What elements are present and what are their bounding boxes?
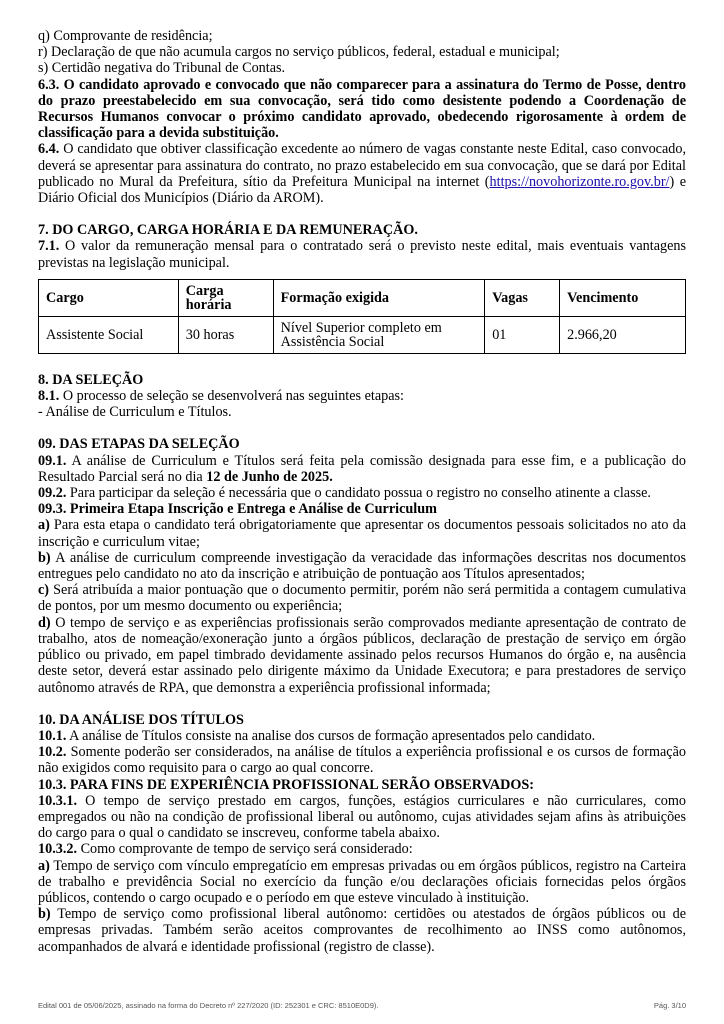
item-r: r) Declaração de que não acumula cargos no serviço públicos, federal, estadual e municipal; (38, 44, 560, 61)
clause-9-3-heading: 09.3. Primeira Etapa Inscrição e Entrega e Análise de Curriculum (38, 501, 437, 518)
cell-vagas: 01 (485, 316, 560, 353)
result-date: 12 de Junho de 2025. (206, 468, 333, 485)
header-cargo: Cargo (39, 279, 179, 316)
clause-10-3-2-a: a) Tempo de serviço com vínculo empregatício em empresas privadas ou em órgãos públicos, registro na Carteira de trabalho e previdência Social no exercício da função e/ou declarações oficiais fornecidas pelos órgãos públicos, contendo o cargo ocupado e o período em que esteve vinculado à instituição. (38, 857, 686, 906)
clause-10-3-heading: 10.3. PARA FINS DE EXPERIÊNCIA PROFISSIONAL SERÃO OBSERVADOS: (38, 776, 535, 793)
cell-carga-horaria: 30 horas (178, 316, 273, 353)
cell-cargo: Assistente Social (39, 316, 179, 353)
page-footer (38, 1001, 686, 1010)
clause-9-3-d: d) O tempo de serviço e as experiências profissionais serão comprovados mediante apresentação de contrato de trabalho, atos de nomeação/exoneração junto a órgãos públicos, declaração de prestação de serviço em órgão público ou privado, em papel timbrado devidamente assinado pelos recursos Humanos do órgão e, na ausência deste setor, deverá estar assinado pelo dirigente máximo da Unidade Executora; e para prestadores de serviço autônomo através de RPA, que demonstra a experiência profissional informada; (38, 614, 686, 696)
clause-6-3-number: 6.3. (38, 76, 60, 93)
clause-10-3-1: 10.3.1. O tempo de serviço prestado em cargos, funções, estágios curriculares e não curriculares, como empregados ou não na condição de profissional liberal ou autônomo, cujas atividades sejam afins às atribuições do cargo para o qual o candidato se inscreveu, conforme tabela abaixo. (38, 792, 686, 842)
clause-6-4 (38, 141, 686, 206)
prefeitura-website-link[interactable]: https://novohorizonte.ro.gov.br/ (489, 173, 670, 190)
clause-7-1-number: 7.1. (38, 238, 60, 255)
header-vagas: Vagas (485, 279, 560, 316)
clause-9-2-text: Para participar da seleção é necessária que o candidato possua o registro no conselho atinente a classe. (66, 485, 651, 502)
header-vencimento: Vencimento (560, 279, 686, 316)
clause-9-1-number: 09.1. (38, 452, 67, 469)
clause-10-1: 10.1. A análise de Títulos consiste na analise dos cursos de formação apresentados pelo candidato. (38, 727, 596, 744)
cell-vencimento: 2.966,20 (560, 316, 686, 353)
clause-10-3-2-b: b) Tempo de serviço como profissional liberal autônomo: certidões ou atestados de órgãos públicos ou de empresas privadas. Também serão aceitos comprovantes de recolhimento ao INSS como autônomos, acompanhados de alvará e identidade profissional (registro de classe). (38, 906, 686, 955)
document-page (38, 28, 686, 955)
clause-8-1 (38, 388, 686, 404)
clause-8-1-item: - Análise de Curriculum e Títulos. (38, 404, 232, 421)
cell-formacao: Nível Superior completo em Assistência Social (273, 316, 485, 353)
page-number: Pág. 3/10 (653, 1001, 686, 1010)
clause-9-2 (38, 485, 686, 501)
clause-6-4-text: O candidato que obtiver classificação excedente ao número de vagas constante neste Edital, caso convocado, deverá se apresentar para assinatura do contrato, no prazo estabelecido em sua convocação, que se dará por Edital publicado no Mural da Prefeitura, sítio da Prefeitura Municipal na internet ( (38, 141, 686, 190)
clause-6-3-text: O candidato aprovado e convocado que não comparecer para a assinatura do Termo de Posse, dentro do prazo preestabelecido em sua convocação, será tido como desistente podendo a Coordenação de Recursos Humanos convocar o próximo candidato aprovado, obedecendo rigorosamente à ordem de classificação para a devida substituição. (38, 76, 686, 142)
section-9-heading: 09. DAS ETAPAS DA SELEÇÃO (38, 436, 240, 453)
clause-9-3-b: b) A análise de curriculum compreende investigação da veracidade das informações descritas nos documentos entregues pelo candidato no ato da inscrição e atribuição de pontuação aos Títulos apresentados; (38, 549, 686, 583)
footer-signature-note: Edital 001 de 05/06/2025, assinado na forma do Decreto nº 227/2020 (ID: 252301 e CRC: 8510E0D9). (38, 1001, 379, 1010)
clause-7-1-text: O valor da remuneração mensal para o contratado será o previsto neste edital, mais eventuais vantagens previstas na legislação municipal. (38, 238, 686, 271)
table-header-row (39, 279, 686, 316)
clause-8-1-text: O processo de seleção se desenvolverá nas seguintes etapas: (59, 388, 404, 405)
clause-8-1-number: 8.1. (38, 388, 60, 405)
position-table (38, 279, 686, 354)
clause-9-3-c: c) Será atribuída a maior pontuação que o documento permitir, porém não será permitida a contagem cumulativa de pontos, por um mesmo documento ou experiência; (38, 582, 686, 615)
clause-9-3-a: a) Para esta etapa o candidato terá obrigatoriamente que apresentar os documentos pessoais solicitados no ato da inscrição e curriculum vitae; (38, 517, 686, 550)
clause-6-3 (38, 77, 686, 142)
section-8-heading: 8. DA SELEÇÃO (38, 371, 144, 388)
clause-6-4-text-end: ) e Diário Oficial dos Municípios (Diário da AROM). (38, 173, 686, 207)
clause-6-4-number: 6.4. (38, 141, 60, 158)
clause-10-2: 10.2. Somente poderão ser considerados, na análise de títulos a experiência profissional e os cursos de formação não exigidos como requisito para o cargo ao qual concorre. (38, 744, 686, 777)
clause-10-3-2: 10.3.2. Como comprovante de tempo de serviço será considerado: (38, 841, 413, 858)
clause-9-2-number: 09.2. (38, 485, 67, 502)
table-row (39, 316, 686, 353)
clause-7-1 (38, 238, 686, 270)
item-s: s) Certidão negativa do Tribunal de Contas. (38, 60, 286, 77)
clause-9-1-text: A análise de Curriculum e Títulos será feita pela comissão designada para esse fim, e a publicação do Resultado Parcial será no dia (38, 452, 686, 485)
header-formacao: Formação exigida (273, 279, 485, 316)
section-10-heading: 10. DA ANÁLISE DOS TÍTULOS (38, 711, 244, 728)
header-carga-horaria: Carga horária (178, 279, 273, 316)
section-7-heading: 7. DO CARGO, CARGA HORÁRIA E DA REMUNERAÇÃO. (38, 222, 418, 239)
item-q: q) Comprovante de residência; (38, 28, 213, 44)
clause-9-1 (38, 453, 686, 485)
